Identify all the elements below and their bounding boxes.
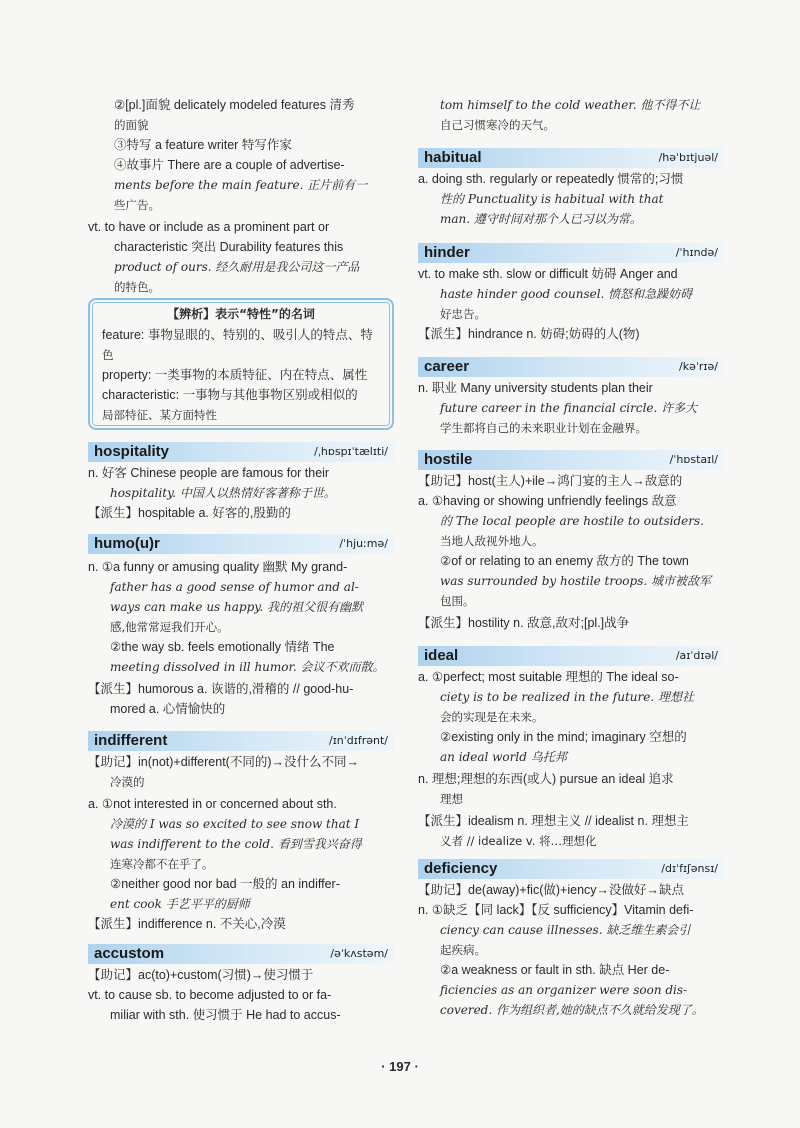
def-line: 感,他常常逗我们开心。 — [110, 620, 229, 634]
usage-note-box — [88, 298, 394, 430]
example-line: 的 The local people are hostile to outsiders. — [440, 514, 704, 528]
example-line: 冷漠的 I was so excited to see snow that I — [110, 817, 360, 831]
example-line: ciency can cause illnesses. 缺乏维生素会引 — [440, 923, 691, 937]
mnemonic-line: 【助记】ac(to)+custom(习惯)→使习惯于 — [88, 968, 314, 982]
def-line: 会的实现是在未来。 — [440, 710, 544, 724]
def-line: 包围。 — [440, 594, 475, 608]
example-line: covered. 作为组织者,她的缺点不久就给发现了。 — [440, 1003, 704, 1017]
pronunciation: /həˈbɪtjuəl/ — [658, 151, 718, 164]
mnemonic-line: 【助记】de(away)+fic(做)+iency→没做好→缺点 — [418, 883, 685, 897]
headword-bar — [418, 646, 724, 666]
def-line: ②[pl.]面貌 delicately modeled features 清秀 — [114, 98, 355, 112]
derivative-line: 【派生】humorous a. 诙谐的,滑稽的 // good-hu- — [88, 682, 354, 696]
headword: deficiency — [424, 860, 498, 877]
headword-bar — [418, 357, 724, 377]
def-line: a. ①perfect; most suitable 理想的 The ideal so- — [418, 670, 679, 684]
pronunciation: /ˈhɪndə/ — [675, 246, 718, 259]
def-line: ②neither good nor bad 一般的 an indiffer- — [110, 877, 340, 891]
derivative-line: 义者 // idealize v. 将…理想化 — [440, 834, 597, 848]
example-line: an ideal world 乌托邦 — [440, 750, 567, 764]
def-line: vt. to have or include as a prominent part or — [88, 220, 330, 234]
def-line: 的特色。 — [114, 280, 160, 294]
derivative-line: 【派生】hospitable a. 好客的,殷勤的 — [88, 506, 291, 520]
headword-bar — [418, 859, 724, 879]
example-line: future career in the financial circle. 许多大 — [440, 401, 698, 415]
headword: hospitality — [94, 443, 170, 460]
example-line: ficiencies as an organizer were soon dis- — [440, 983, 688, 997]
pronunciation: /ˈhjuːmə/ — [339, 537, 388, 550]
def-line: 连寒冷都不在乎了。 — [110, 857, 214, 871]
usage-note-line: property: 一类事物的本质特征、内在特点、属性 — [102, 368, 368, 382]
example-line: hospitality. 中国人以热情好客著称于世。 — [110, 486, 336, 500]
derivative-line: 【派生】hindrance n. 妨碍;妨碍的人(物) — [418, 327, 640, 341]
example-line: ways can make us happy. 我的祖父很有幽默 — [110, 600, 364, 614]
page-number: · 197 · — [381, 1059, 419, 1074]
pronunciation: /dɪˈfɪʃənsɪ/ — [661, 862, 718, 875]
def-line: 些广告。 — [114, 198, 160, 212]
pronunciation: /əˈkʌstəm/ — [330, 947, 388, 960]
def-line: characteristic 突出 Durability features this — [114, 240, 344, 254]
usage-note-line: characteristic: 一事物与其他事物区别或相似的 — [102, 388, 358, 402]
def-line: n. ①缺乏【同 lack】【反 sufficiency】Vitamin defi- — [418, 903, 694, 917]
example-line: meeting dissolved in ill humor. 会议不欢而散。 — [110, 660, 385, 674]
def-line: ②existing only in the mind; imaginary 空想的 — [440, 730, 687, 744]
def-line: vt. to cause sb. to become adjusted to or fa- — [88, 988, 332, 1002]
example-line: father has a good sense of humor and al- — [110, 580, 359, 594]
def-line: a. ①having or showing unfriendly feelings 敌意 — [418, 494, 677, 508]
def-line: 自己习惯寒冷的天气。 — [440, 118, 555, 132]
usage-note-line: 局部特征、某方面特性 — [102, 408, 217, 422]
usage-note-line: feature: 事物显眼的、特别的、吸引人的特点、特 — [102, 328, 373, 342]
def-line: 的面貌 — [114, 118, 149, 132]
headword-bar — [418, 450, 724, 470]
derivative-line: 【派生】indifference n. 不关心,冷漠 — [88, 917, 286, 931]
derivative-line: 【派生】idealism n. 理想主义 // idealist n. 理想主 — [418, 814, 689, 828]
headword: hinder — [424, 244, 470, 261]
def-line: vt. to make sth. slow or difficult 妨碍 Anger and — [418, 267, 678, 281]
example-line: was indifferent to the cold. 看到雪我兴奋得 — [110, 837, 362, 851]
def-line: 理想 — [440, 792, 463, 806]
headword: humo(u)r — [94, 535, 160, 552]
def-line: ②a weakness or fault in sth. 缺点 Her de- — [440, 963, 670, 977]
def-line: n. 职业 Many university students plan their — [418, 381, 653, 395]
mnemonic-line: 【助记】host(主人)+ile→鸿门宴的主人→敌意的 — [418, 474, 683, 488]
example-line: product of ours. 经久耐用是我公司这一产品 — [114, 260, 360, 274]
def-line: 起疾病。 — [440, 943, 486, 957]
example-line: haste hinder good counsel. 愤怒和急躁妨碍 — [440, 287, 693, 301]
headword-bar — [88, 534, 394, 554]
derivative-line: mored a. 心情愉快的 — [110, 702, 226, 716]
mnemonic-line: 【助记】in(not)+different(不同的)→没什么不同→ — [88, 755, 359, 769]
headword: hostile — [424, 451, 473, 468]
def-line: n. 理想;理想的东西(或人) pursue an ideal 追求 — [418, 772, 674, 786]
pronunciation: /aɪˈdɪəl/ — [675, 649, 718, 662]
pronunciation: /ɪnˈdɪfrənt/ — [328, 734, 388, 747]
headword-bar — [88, 944, 394, 964]
def-line: ②the way sb. feels emotionally 情绪 The — [110, 640, 335, 654]
def-line: ④故事片 There are a couple of advertise- — [114, 158, 345, 172]
def-line: a. ①not interested in or concerned about sth. — [88, 797, 337, 811]
derivative-line: 【派生】hostility n. 敌意,敌对;[pl.]战争 — [418, 616, 630, 630]
example-line: ciety is to be realized in the future. 理想社 — [440, 690, 694, 704]
def-line: a. doing sth. regularly or repeatedly 惯常的;习惯 — [418, 172, 684, 186]
def-line: 好忠告。 — [440, 307, 486, 321]
def-line: miliar with sth. 使习惯于 He had to accus- — [110, 1008, 341, 1022]
def-line: 当地人敌视外地人。 — [440, 534, 544, 548]
usage-note-line: 色 — [102, 348, 114, 362]
headword: career — [424, 358, 470, 375]
pronunciation: /ˈhɒstaɪl/ — [669, 453, 718, 466]
def-line: n. 好客 Chinese people are famous for their — [88, 466, 330, 480]
example-line: man. 遵守时间对那个人已习以为常。 — [440, 212, 642, 226]
def-line: ③特写 a feature writer 特写作家 — [114, 138, 292, 152]
headword: ideal — [424, 647, 459, 664]
example-line: ent cook 手艺平平的厨师 — [110, 897, 250, 911]
def-line: 学生都将自己的未来职业计划在金融界。 — [440, 421, 647, 435]
pronunciation: /ˌhɒspɪˈtælɪti/ — [314, 445, 388, 458]
def-line: ②of or relating to an enemy 敌方的 The town — [440, 554, 689, 568]
usage-note-title: 【辨析】表示“特性”的名词 — [167, 307, 315, 321]
example-line: was surrounded by hostile troops. 城市被敌军 — [440, 574, 711, 588]
headword: accustom — [94, 945, 165, 962]
example-line: 性的 Punctuality is habitual with that — [440, 192, 664, 206]
def-line: n. ①a funny or amusing quality 幽默 My grand- — [88, 560, 348, 574]
example-line: tom himself to the cold weather. 他不得不让 — [440, 98, 701, 112]
pronunciation: /kəˈrɪə/ — [679, 360, 718, 373]
headword: habitual — [424, 149, 482, 166]
headword-bar — [88, 442, 394, 462]
headword: indifferent — [94, 732, 168, 749]
mnemonic-line: 冷漠的 — [110, 775, 145, 789]
headword-bar — [418, 243, 724, 263]
example-line: ments before the main feature. 正片前有一 — [114, 178, 368, 192]
headword-bar — [418, 148, 724, 168]
headword-bar — [88, 731, 394, 751]
